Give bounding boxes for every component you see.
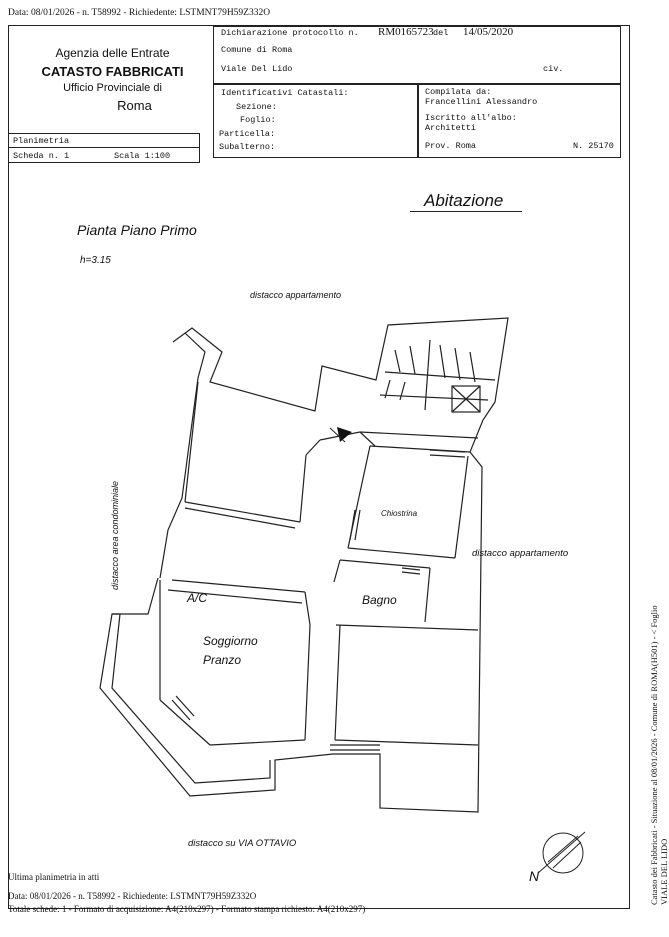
scale-label: Scala 1:100 — [114, 151, 171, 161]
side-caption-line2: VIALE DEL LIDO — [659, 838, 669, 905]
room-bagno-label: Bagno — [362, 593, 397, 607]
compiled-label: Compilata da: — [425, 87, 492, 97]
north-label: N — [529, 868, 540, 884]
registration-number: N. 25170 — [573, 141, 614, 151]
footer-request-line: Data: 08/01/2026 - n. T58992 - Richiedente: LSTMNT79H59Z332O — [8, 891, 257, 901]
declaration-label: Dichiarazione protocollo n. — [221, 28, 359, 38]
room-soggiorno-label: Soggiorno — [203, 634, 258, 648]
floor-label: Pianta Piano Primo — [77, 222, 197, 238]
plan-title: Abitazione — [424, 191, 504, 210]
height-label: h=3.15 — [80, 255, 111, 266]
foglio-label: Foglio: — [240, 115, 276, 125]
agency-department: CATASTO FABBRICATI — [41, 64, 184, 79]
right-neighbor-label: distacco appartamento — [472, 548, 569, 559]
side-caption-line1: Catasto dei Fabbricati - Situazione al 08/01/2026 - Comune di ROMA(H501) - < Foglio — [649, 605, 659, 905]
sezione-label: Sezione: — [236, 102, 277, 112]
declaration-number: RM0165723 — [378, 26, 434, 38]
province-label: Prov. Roma — [425, 141, 477, 151]
compiled-by: Francellini Alessandro — [425, 97, 538, 107]
planimetria-label: Planimetria — [13, 136, 70, 146]
registered-label: Iscritto all'albo: — [425, 113, 517, 123]
left-neighbor-label: distacco area condominiale — [110, 480, 120, 590]
civic-label: civ. — [543, 64, 564, 74]
scheda-label: Scheda n. 1 — [13, 151, 70, 161]
agency-city: Roma — [117, 98, 152, 113]
bottom-neighbor-label: distacco su VIA OTTAVIO — [188, 838, 297, 849]
footer-format-line: Totale schede: 1 - Formato di acquisizione: A4(210x297) - Formato stampa richiesto: A4(210x297) — [8, 904, 366, 914]
declaration-date-label: del — [433, 28, 449, 38]
declaration-date: 14/05/2020 — [463, 26, 514, 38]
comune-label: Comune di Roma — [221, 45, 293, 55]
particella-label: Particella: — [219, 129, 276, 139]
subalterno-label: Subalterno: — [219, 142, 276, 152]
registered-as: Architetti — [425, 123, 477, 133]
last-plan-note: Ultima planimetria in atti — [8, 872, 100, 882]
room-pranzo-label: Pranzo — [203, 653, 242, 667]
room-chiostrina-label: Chiostrina — [381, 509, 418, 518]
top-neighbor-label: distacco appartamento — [250, 290, 342, 300]
agency-name: Agenzia delle Entrate — [55, 46, 170, 60]
north-compass-icon — [538, 832, 585, 873]
address-text: Viale Del Lido — [221, 64, 293, 74]
identifiers-title: Identificativi Catastali: — [221, 88, 349, 98]
side-cadastre-caption — [649, 605, 669, 905]
agency-office: Ufficio Provinciale di — [63, 82, 162, 94]
plan-walls — [100, 318, 508, 812]
room-ac-label: A/C — [187, 591, 208, 605]
top-request-line: Data: 08/01/2026 - n. T58992 - Richiedente: LSTMNT79H59Z332O — [8, 8, 271, 18]
